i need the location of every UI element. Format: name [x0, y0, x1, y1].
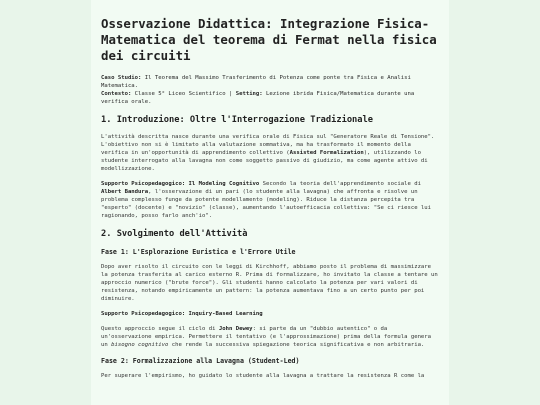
text-run: , l'osservazione di un pari (lo studente alla lavagna) che affronta e risolve un problema complesso funge da potente modellamento (modeling). Riduce la distanza percepita tra "esperto" (docente) e "novizio" (classe), aumentando l'autoefficacia collettiva: "Se ci riesce lui ragionando, posso farlo anch'io". [101, 189, 432, 219]
text-run: che rende la successiva spiegazione teorica significativa e non arbitraria. [168, 342, 425, 348]
phase-1-paragraph: Dopo aver risolto il circuito con le leggi di Kirchhoff, abbiamo posto il problema di massimizzare la potenza trasferita al carico esterno R. Prima di formalizzare, ho invitato la classe a tentare un approccio numerico ("brute force"). Gli studenti hanno calcolato la potenza per vari valori di resistenza, notando empiricamente un pattern: la potenza aumentava fino a un certo punto per poi diminuire. [101, 264, 438, 302]
case-study-text: Il Teorema del Massimo Trasferimento di Potenza come ponte tra Fisica e Analisi Matematica. [101, 75, 411, 89]
support-label-inquiry: Supporto Psicopedagogico: Inquiry-Based Learning [101, 311, 263, 317]
context-line [101, 90, 439, 106]
bandura-name: Albert Bandura [101, 189, 149, 195]
assisted-formalization-term: Assisted Formalization [289, 150, 364, 156]
context-text: Classe 5° Liceo Scientifico | [131, 91, 236, 97]
text-run: Secondo la teoria dell'apprendimento sociale di [259, 181, 421, 187]
support-inquiry-label [101, 310, 439, 318]
dewey-name: John Dewey [218, 326, 253, 332]
inquiry-paragraph [101, 325, 439, 349]
text-run: : si parte da un "dubbio autentico" o da un'osservazione empirica. Permettere il tentativo (e l'approssimazione) prima della formula genera un [101, 326, 432, 348]
support-label-modeling: Supporto Psicopedagogico: Il Modeling Cognitivo [101, 181, 260, 187]
document-page [91, 0, 449, 405]
phase-1-heading: Fase 1: L'Esplorazione Euristica e l'Errore Utile [101, 248, 296, 256]
phase-2-paragraph: Per superare l'empirismo, ho guidato lo studente alla lavagna a trattare la resistenza R come la [101, 373, 425, 379]
case-study-label: Caso Studio: [101, 75, 142, 81]
section-1-heading: 1. Introduzione: Oltre l'Interrogazione Tradizionale [101, 115, 373, 125]
cognitive-need-term: bisogno cognitivo [111, 342, 169, 348]
section-2-heading: 2. Svolgimento dell'Attività [101, 229, 248, 239]
context-label: Contesto: [101, 91, 132, 97]
section-1-paragraph-1 [101, 133, 439, 173]
phase-2-heading: Fase 2: Formalizzazione alla Lavagna (Student-Led) [101, 357, 300, 365]
section-1-paragraph-2 [101, 180, 439, 220]
page-title: Osservazione Didattica: Integrazione Fisica-Matematica del teorema di Fermat nella fisica dei circuiti [101, 16, 437, 63]
case-study-line [101, 74, 439, 90]
text-run: L'attività descritta nasce durante una verifica orale di Fisica sul "Generatore Reale di Tensione". L'obiettivo non si è limitato alla valutazione sommativa, ma ha trasformato il momento della verifica in un'opportunità di apprendimento collettivo ( [101, 134, 435, 156]
text-run: ), utilizzando lo studente interrogato alla lavagna non come soggetto passivo di giudizio, ma come agente attivo di modellizzazione. [101, 150, 428, 172]
setting-text: Lezione ibrida Fisica/Matematica durante una verifica orale. [101, 91, 415, 105]
text-run: Questo approccio segue il ciclo di [101, 326, 219, 332]
setting-label: Setting: [235, 91, 263, 97]
